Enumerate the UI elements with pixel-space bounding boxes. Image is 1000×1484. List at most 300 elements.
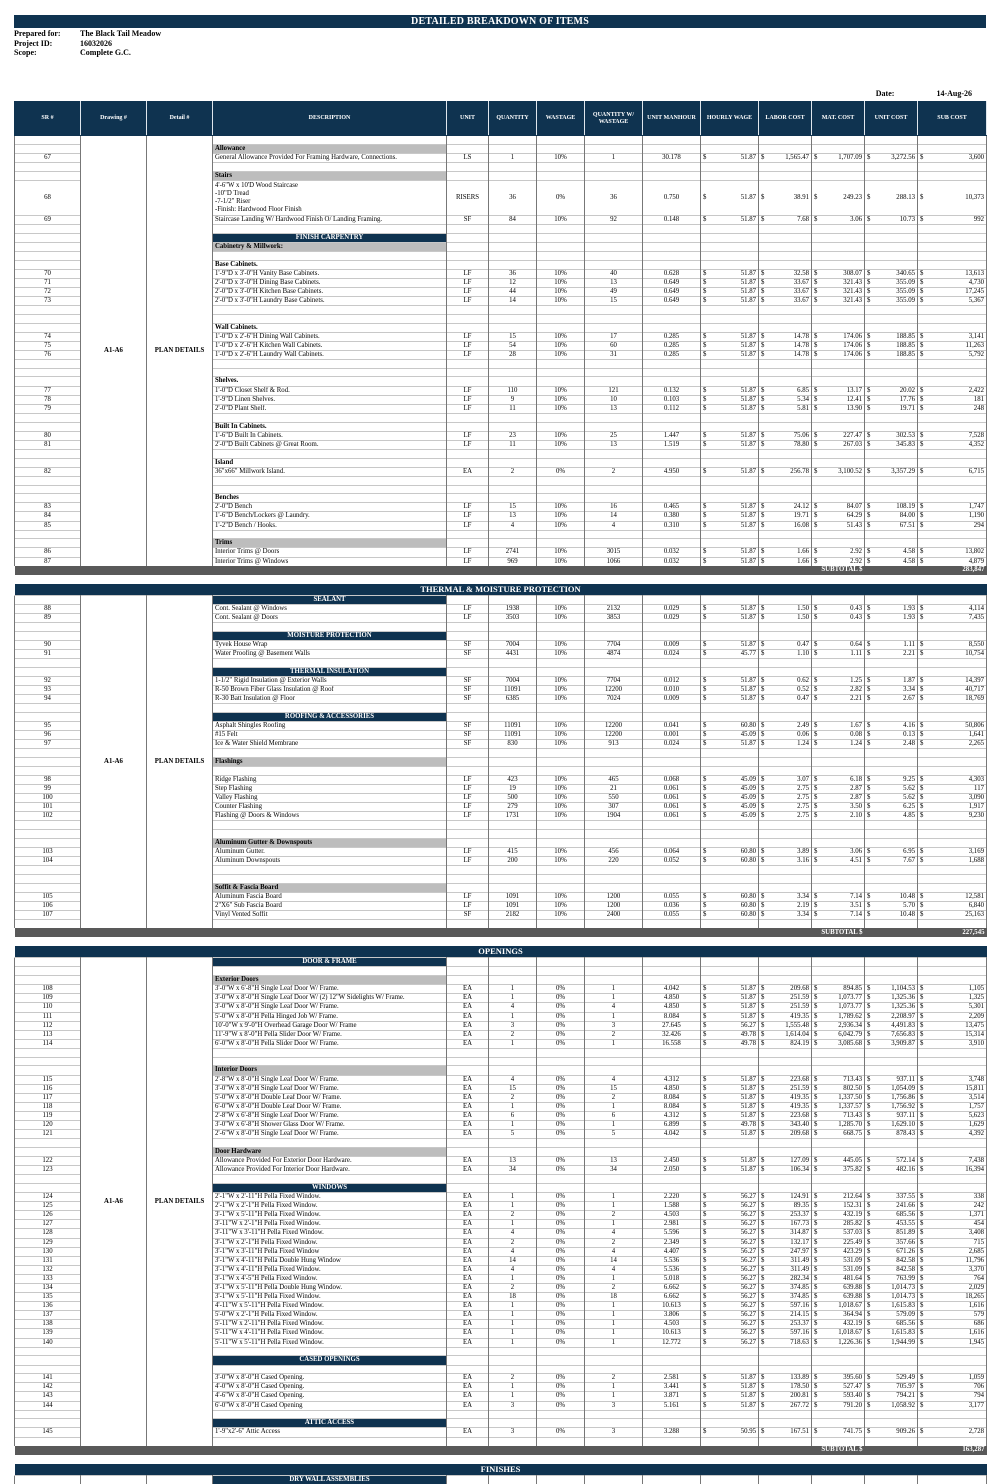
quantity-with-wastage: 60 [585,341,643,350]
empty-cell [701,1410,759,1419]
empty-cell [918,1057,987,1066]
currency-symbol: $ [814,1329,817,1337]
material-cost [812,731,865,740]
amount: 60.80 [741,857,756,865]
amount: 3,272.56 [891,154,915,162]
empty-cell [447,377,489,386]
item-description: 5'-0"W x 8'-0"H Pella Hinged Job W/ Frame. [213,1012,447,1021]
empty-cell [812,1183,865,1192]
amount: 715 [974,1239,984,1247]
sub-cost [918,1075,987,1084]
empty-cell [759,323,812,332]
sr-number: 80 [15,431,81,440]
wastage: 0% [537,1338,585,1347]
currency-symbol: $ [703,1202,706,1210]
sr-number: 87 [15,557,81,566]
amount: 56.27 [741,1266,756,1274]
hourly-wage [701,1012,759,1021]
item-description: 3'-1"W x 4'-11"H Pella Double Hung Window [213,1256,447,1265]
unit-manhour: 0.055 [643,892,701,901]
hourly-wage [701,521,759,530]
empty-cell [918,485,987,494]
quantity: 15 [489,332,537,341]
currency-symbol: $ [761,605,764,613]
currency-symbol: $ [703,468,706,476]
empty-cell [759,306,812,315]
currency-symbol: $ [761,351,764,359]
sr-number: 136 [15,1302,81,1311]
currency-symbol: $ [703,1013,706,1021]
currency-symbol: $ [867,1266,870,1274]
amount: 51.87 [741,1157,756,1165]
labor-cost [759,1247,812,1256]
unit-manhour: 0.103 [643,395,701,404]
hourly-wage [701,1193,759,1202]
currency-symbol: $ [761,686,764,694]
material-cost [812,1084,865,1093]
unit: EA [447,1392,489,1401]
empty-cell [701,136,759,145]
currency-symbol: $ [920,857,923,865]
empty-cell [15,749,81,758]
currency-symbol: $ [761,1166,764,1174]
amount: 718.63 [790,1339,809,1347]
unit-cost [865,332,918,341]
empty-cell [15,713,81,722]
empty-cell [759,920,812,929]
empty-cell [812,539,865,548]
group-header: Trims [213,539,447,548]
item-description: Water Proofing @ Basement Walls [213,650,447,659]
material-cost [812,1401,865,1410]
currency-symbol: $ [703,686,706,694]
currency-symbol: $ [814,731,817,739]
currency-symbol: $ [920,1229,923,1237]
unit-cost [865,404,918,413]
item-description: 3'-1"W x 5'-11"H Pella Fixed Window. [213,1211,447,1220]
empty-cell [759,1147,812,1156]
amount: 3,910 [969,1040,984,1048]
unit-manhour: 0.009 [643,695,701,704]
wastage: 10% [537,722,585,731]
unit-cost [865,911,918,920]
sr-number: 102 [15,812,81,821]
sr-number: 81 [15,440,81,449]
amount: 51.87 [741,740,756,748]
empty-cell [759,1437,812,1446]
empty-cell [812,260,865,269]
unit: EA [447,1374,489,1383]
empty-cell [537,1410,585,1419]
quantity-with-wastage: 2 [585,1284,643,1293]
hourly-wage [701,1374,759,1383]
currency-symbol: $ [814,812,817,820]
empty-cell [865,667,918,676]
hourly-wage [701,1093,759,1102]
material-cost [812,386,865,395]
amount: 2.67 [903,695,915,703]
item-description: 1'-6"D Built In Cabinets. [213,431,447,440]
unit-manhour: 2.050 [643,1166,701,1175]
amount: 7.14 [850,893,862,901]
unit: LF [447,278,489,287]
empty-cell [585,749,643,758]
amount: 253.37 [790,1211,809,1219]
empty-cell [812,838,865,847]
amount: 45.09 [741,794,756,802]
empty-cell [701,866,759,875]
empty-cell [812,1147,865,1156]
quantity: 1 [489,1329,537,1338]
empty-cell [812,242,865,251]
empty-cell [812,485,865,494]
labor-cost [759,467,812,476]
amount: 1.67 [850,722,862,730]
hourly-wage [701,1003,759,1012]
unit-cost [865,1338,918,1347]
hourly-wage [701,386,759,395]
empty-cell [447,1066,489,1075]
labor-cost [759,1193,812,1202]
material-cost [812,467,865,476]
amount: 5.34 [797,396,809,404]
amount: 1.66 [797,548,809,556]
amount: 4,879 [969,558,984,566]
sr-number: 108 [15,985,81,994]
amount: 11,796 [966,1257,984,1265]
unit-cost [865,1256,918,1265]
amount: 3.07 [797,776,809,784]
empty-cell [537,595,585,604]
group-header: Stairs [213,171,447,180]
currency-symbol: $ [867,1103,870,1111]
empty-cell [643,306,701,315]
amount: 531.09 [843,1266,862,1274]
quantity-with-wastage: 1 [585,1220,643,1229]
unit: EA [447,1428,489,1437]
labor-cost [759,604,812,613]
empty-cell [643,242,701,251]
empty-cell [537,838,585,847]
hourly-wage [701,1166,759,1175]
item-description: 5'-0"W x 2'-1"H Pella Fixed Window. [213,1311,447,1320]
hourly-wage [701,440,759,449]
empty-cell [213,1175,447,1184]
wastage: 0% [537,1256,585,1265]
unit-cost [865,341,918,350]
empty-cell [447,1347,489,1356]
currency-symbol: $ [703,1157,706,1165]
empty-cell [585,1419,643,1428]
empty-cell [643,494,701,503]
sub-cost [918,1320,987,1329]
empty-cell [643,323,701,332]
material-cost [812,1193,865,1202]
amount: 51.87 [741,1402,756,1410]
sr-number: 91 [15,650,81,659]
amount: 2.21 [850,695,862,703]
material-cost [812,650,865,659]
material-cost [812,676,865,685]
wastage: 0% [537,1211,585,1220]
amount: 909.26 [896,1428,915,1436]
material-cost [812,180,865,215]
amount: 51.87 [741,1112,756,1120]
quantity: 1 [489,994,537,1003]
quantity-with-wastage: 2400 [585,911,643,920]
currency-symbol: $ [814,848,817,856]
empty-cell [759,1410,812,1419]
empty-cell [759,1347,812,1356]
group-header: Door Hardware [213,1147,447,1156]
empty-cell [585,422,643,431]
wastage: 10% [537,512,585,521]
amount: 1,614.04 [785,1031,809,1039]
quantity-with-wastage: 49 [585,287,643,296]
unit: EA [447,1401,489,1410]
unit: LF [447,604,489,613]
empty-cell [701,1437,759,1446]
unit-cost [865,1383,918,1392]
amount: 267.72 [790,1402,809,1410]
quantity: 7004 [489,640,537,649]
amount: 374.85 [790,1293,809,1301]
empty-cell [812,323,865,332]
empty-cell [489,233,537,242]
empty-cell [15,485,81,494]
empty-cell [15,377,81,386]
amount: 51.87 [741,1166,756,1174]
amount: 67.51 [900,522,915,530]
hourly-wage [701,994,759,1003]
empty-cell [447,758,489,767]
quantity: 11091 [489,722,537,731]
empty-cell [759,1066,812,1075]
hourly-wage [701,1392,759,1401]
material-cost [812,803,865,812]
unit-cost [865,848,918,857]
hourly-wage [701,1202,759,1211]
project-id-label: Project ID: [14,39,80,49]
currency-symbol: $ [761,288,764,296]
empty-cell [489,838,537,847]
amount: 2,422 [969,387,984,395]
empty-cell [759,758,812,767]
labor-cost [759,332,812,341]
empty-cell [447,323,489,332]
quantity-with-wastage: 2 [585,1093,643,1102]
empty-cell [918,136,987,145]
amount: 1,018.67 [838,1329,862,1337]
amount: 1,616 [969,1302,984,1310]
empty-cell [489,623,537,632]
unit-cost [865,1021,918,1030]
empty-cell [643,1365,701,1374]
empty-cell [213,136,447,145]
empty-cell [537,233,585,242]
empty-cell [447,830,489,839]
currency-symbol: $ [761,1293,764,1301]
empty-cell [15,171,81,180]
empty-cell [489,1356,537,1365]
unit-cost [865,1329,918,1338]
empty-cell [918,1147,987,1156]
empty-cell [585,920,643,929]
unit-manhour: 0.009 [643,640,701,649]
empty-cell [701,874,759,883]
empty-cell [701,242,759,251]
sub-cost [918,440,987,449]
amount: 1.25 [850,677,862,685]
amount: 45.09 [741,785,756,793]
empty-cell [447,1139,489,1148]
currency-symbol: $ [920,297,923,305]
currency-symbol: $ [703,351,706,359]
unit-manhour: 10.613 [643,1329,701,1338]
empty-cell [447,838,489,847]
sr-number: 96 [15,731,81,740]
unit-cost [865,731,918,740]
amount: 579.09 [896,1311,915,1319]
quantity: 4 [489,1003,537,1012]
empty-cell [918,162,987,171]
amount: 3,169 [969,848,984,856]
wastage: 10% [537,695,585,704]
empty-cell [865,1183,918,1192]
item-description: 10'-0"W x 9'-0"H Overhead Garage Door W/ Frame [213,1021,447,1030]
empty-cell [213,1048,447,1057]
empty-cell [213,1057,447,1066]
empty-cell [585,713,643,722]
empty-cell [759,359,812,368]
quantity: 11091 [489,686,537,695]
currency-symbol: $ [920,216,923,224]
empty-cell [918,874,987,883]
empty-cell [585,494,643,503]
item-description: 2'-1"W x 2'-11"H Pella Fixed Window. [213,1193,447,1202]
empty-cell [213,476,447,485]
material-cost [812,350,865,359]
labor-cost [759,1012,812,1021]
unit: LF [447,431,489,440]
empty-cell [537,314,585,323]
quantity-with-wastage: 2 [585,1030,643,1039]
empty-cell [15,1147,81,1156]
amount: 45.77 [741,650,756,658]
empty-cell [865,1347,918,1356]
empty-cell [918,821,987,830]
item-description: 4'-11"W x 5'-11"H Pella Fixed Window. [213,1302,447,1311]
empty-cell [643,821,701,830]
sub-cost [918,785,987,794]
amount: 75.06 [794,432,809,440]
quantity-with-wastage: 307 [585,803,643,812]
material-cost [812,1012,865,1021]
empty-cell [15,144,81,153]
item-description: 2'-0"D x 3'-0"H Dining Base Cabinets. [213,278,447,287]
empty-cell [759,667,812,676]
hourly-wage [701,1383,759,1392]
empty-cell [865,260,918,269]
labor-cost [759,1003,812,1012]
empty-cell [643,1183,701,1192]
unit: SF [447,640,489,649]
quantity: 9 [489,395,537,404]
sub-cost [918,1256,987,1265]
empty-cell [489,1365,537,1374]
hourly-wage [701,1211,759,1220]
empty-cell [865,136,918,145]
sub-cost [918,1012,987,1021]
unit: EA [447,1003,489,1012]
empty-cell [759,530,812,539]
currency-symbol: $ [920,1402,923,1410]
hourly-wage [701,332,759,341]
material-cost [812,985,865,994]
empty-cell [15,368,81,377]
empty-cell [643,1057,701,1066]
unit-manhour: 0.055 [643,911,701,920]
currency-symbol: $ [814,641,817,649]
empty-cell [643,539,701,548]
sr-number: 89 [15,614,81,623]
quantity-with-wastage: 7024 [585,695,643,704]
sr-number: 138 [15,1320,81,1329]
currency-symbol: $ [703,785,706,793]
empty-cell [489,758,537,767]
quantity: 3503 [489,614,537,623]
column-header: DESCRIPTION [213,102,447,136]
currency-symbol: $ [867,722,870,730]
amount: 7.67 [903,857,915,865]
currency-symbol: $ [867,512,870,520]
amount: 763.99 [896,1275,915,1283]
subtotal-row [15,566,987,575]
empty-cell [759,704,812,713]
currency-symbol: $ [814,1094,817,1102]
currency-symbol: $ [761,1229,764,1237]
sub-cost [918,1121,987,1130]
amount: 51.87 [741,1392,756,1400]
empty-cell [918,623,987,632]
currency-symbol: $ [703,893,706,901]
wastage: 0% [537,1075,585,1084]
currency-symbol: $ [761,812,764,820]
currency-symbol: $ [703,503,706,511]
empty-cell [15,476,81,485]
empty-cell [585,976,643,985]
currency-symbol: $ [703,1031,706,1039]
amount: 0.47 [797,641,809,649]
group-header: Benches [213,494,447,503]
empty-cell [918,667,987,676]
item-description: 4'-6"W x 10'D Wood Staircase -10"D Tread -7-1/2" Riser -Finish: Hardwood Floor Finish [213,180,447,215]
sub-cost [918,686,987,695]
empty-cell [15,260,81,269]
empty-cell [447,821,489,830]
empty-cell [643,1347,701,1356]
unit-manhour: 16.558 [643,1039,701,1048]
amount: 51.87 [741,614,756,622]
amount: 51.87 [741,387,756,395]
currency-symbol: $ [920,803,923,811]
unit-manhour: 0.061 [643,812,701,821]
empty-cell [489,920,537,929]
sr-number: 141 [15,1374,81,1383]
currency-symbol: $ [920,1311,923,1319]
empty-cell [585,323,643,332]
amount: 1,058.92 [891,1402,915,1410]
